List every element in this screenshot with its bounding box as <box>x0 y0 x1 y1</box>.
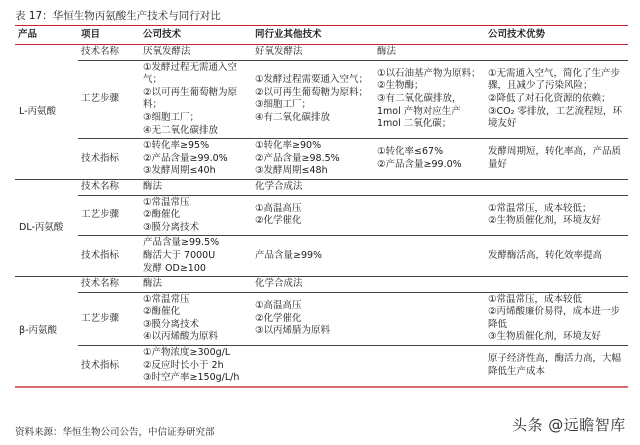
company-cell <box>140 139 252 180</box>
cell-line: ②产品含量≥99.0% <box>143 152 228 164</box>
cell-line: ③细胞工厂； <box>255 99 312 111</box>
group-l-alanine <box>15 45 628 180</box>
cell-line: ③细胞工厂； <box>143 111 200 123</box>
cell-line: 发酵 OD≥100 <box>143 262 206 274</box>
peer-cell: 化学合成法 <box>252 277 485 293</box>
company-cell <box>140 292 252 345</box>
company-cell <box>140 60 252 139</box>
watermark: 头条 @远瞻智库 <box>512 416 626 434</box>
advantage-cell <box>485 277 628 293</box>
cell-line: ③以丙烯腈为原料 <box>255 325 331 337</box>
row-item: 技术名称 <box>78 179 140 195</box>
row-item: 工艺步骤 <box>78 292 140 345</box>
cell-line: ①常温常压 <box>143 293 190 305</box>
cell-line: ①以石油基产物为原料； <box>377 67 481 79</box>
product-name: L-丙氨酸 <box>19 105 57 117</box>
cell-line: ③生物质催化剂，环境友好 <box>488 331 602 343</box>
advantage-cell: 原子经济性高，酶活力高，大幅降低生产成本 <box>485 346 628 387</box>
cell-line: ②以可再生葡萄糖为原料； <box>255 86 369 98</box>
cell-line: ③膜分离技术 <box>143 318 200 330</box>
company-cell: 厌氧发酵法 <box>143 46 191 57</box>
cell-line: ①无需通入空气，简化了生产步骤，且减少了污染风险； <box>488 67 621 92</box>
table-row <box>15 195 628 236</box>
table-caption: 表 17：华恒生物丙氨酸生产技术与同行对比 <box>15 10 221 22</box>
table-row <box>15 179 628 195</box>
header-product: 产品 <box>15 26 78 45</box>
advantage-cell: 发酵酶活高，转化效率提高 <box>485 236 628 277</box>
cell-line: 1mol 产物对应生产 1mol 二氧化碳； <box>377 105 461 130</box>
company-cell <box>140 346 252 387</box>
group-dl-alanine <box>15 179 628 276</box>
peer1-cell <box>252 60 374 139</box>
company-cell <box>140 236 252 277</box>
row-item: 技术指标 <box>78 139 140 180</box>
peer2-cell: 酶法 <box>377 46 397 57</box>
table-row <box>15 45 628 61</box>
cell-line: ④以丙烯酸为原料 <box>143 331 219 343</box>
cell-line: ①常温常压，成本较低 <box>488 293 583 305</box>
cell-line: ①高温高压 <box>255 202 302 214</box>
source-note: 资料来源：华恒生物公司公告，中信证券研究部 <box>15 427 215 438</box>
cell-line: ①发酵过程无需通入空气； <box>143 61 238 86</box>
header-peer-tech: 同行业其他技术 <box>252 26 485 45</box>
cell-line: ②产品含量≥98.5% <box>255 152 340 164</box>
advantage-cell <box>485 60 628 139</box>
row-item: 技术指标 <box>78 346 140 387</box>
peer2-cell <box>374 60 485 139</box>
cell-line: ①高温高压 <box>255 299 302 311</box>
cell-line: ③发酵周期≤40h <box>143 165 216 177</box>
cell-line: ④有二氧化碳排放 <box>255 111 331 123</box>
peer-cell: 化学合成法 <box>252 179 485 195</box>
peer-cell <box>252 195 485 236</box>
cell-line: ①常温常压，成本较低； <box>488 202 592 214</box>
peer-cell <box>252 292 485 345</box>
table-row <box>15 346 628 387</box>
cell-line: ②生物酶； <box>377 80 424 92</box>
table-row <box>15 277 628 293</box>
advantage-cell <box>485 179 628 195</box>
company-cell <box>140 195 252 236</box>
cell-line: ①发酵过程需要通入空气； <box>255 74 369 86</box>
cell-line: ③CO₂ 零排放，工艺流程短，环境友好 <box>488 105 622 130</box>
cell-line: ②化学催化 <box>255 312 302 324</box>
peer1-cell <box>252 139 374 180</box>
cell-line: ③膜分离技术 <box>143 221 200 233</box>
comparison-table <box>15 25 628 388</box>
cell-line: ①转化率≥90% <box>255 140 322 152</box>
cell-line: ①转化率≥95% <box>143 140 210 152</box>
advantage-cell <box>485 195 628 236</box>
product-name: DL-丙氨酸 <box>15 179 78 276</box>
cell-line: ②酶催化 <box>143 209 181 221</box>
advantage-cell <box>485 292 628 345</box>
table-header-row <box>15 26 628 45</box>
cell-line: ①转化率≤67% <box>377 146 444 158</box>
table-row <box>15 236 628 277</box>
cell-line: ②以可再生葡萄糖为原料； <box>143 86 238 111</box>
row-item: 技术名称 <box>81 46 120 57</box>
cell-line: ④无二氧化碳排放 <box>143 124 219 136</box>
peer1-cell: 好氧发酵法 <box>255 46 303 57</box>
peer2-cell <box>374 139 485 180</box>
cell-line: ②化学催化 <box>255 215 302 227</box>
cell-line: ③时空产率≥150g/L/h <box>143 372 240 384</box>
table-row <box>15 139 628 180</box>
cell-line: ②产品含量≥99.0% <box>377 159 462 171</box>
row-item: 工艺步骤 <box>78 195 140 236</box>
company-cell: 酶法 <box>140 277 252 293</box>
cell-line: ①产物浓度≥300g/L <box>143 347 231 359</box>
header-company-tech: 公司技术 <box>140 26 252 45</box>
group-beta-alanine <box>15 277 628 387</box>
row-item: 技术指标 <box>78 236 140 277</box>
header-item: 项目 <box>78 26 140 45</box>
table-row <box>15 60 628 139</box>
table-row <box>15 292 628 345</box>
cell-line: ②反应时长小于 2h <box>143 359 224 371</box>
product-name: β-丙氨酸 <box>15 277 78 387</box>
cell-line: ③有二氧化碳排放， <box>377 93 462 105</box>
cell-line: 酶活大于 7000U <box>143 249 216 261</box>
cell-line: ②丙烯酸廉价易得，成本进一步降低 <box>488 306 621 330</box>
row-item: 工艺步骤 <box>78 60 140 139</box>
peer-cell: 产品含量≥99% <box>252 236 485 277</box>
header-advantage: 公司技术优势 <box>485 26 628 45</box>
row-item: 技术名称 <box>78 277 140 293</box>
cell-line: ③发酵周期≤48h <box>255 165 328 177</box>
company-cell: 酶法 <box>140 179 252 195</box>
cell-line: ②降低了对石化资源的依赖； <box>488 93 611 105</box>
cell-line: 产品含量≥99.5% <box>143 237 220 249</box>
peer-cell <box>252 346 485 387</box>
cell-line: ②生物质催化剂，环境友好 <box>488 215 602 227</box>
advantage-cell <box>485 45 628 61</box>
advantage-cell: 发酵周期短，转化率高，产品质量好 <box>485 139 628 180</box>
cell-line: ①常温常压 <box>143 196 190 208</box>
cell-line: ②酶催化 <box>143 306 181 318</box>
